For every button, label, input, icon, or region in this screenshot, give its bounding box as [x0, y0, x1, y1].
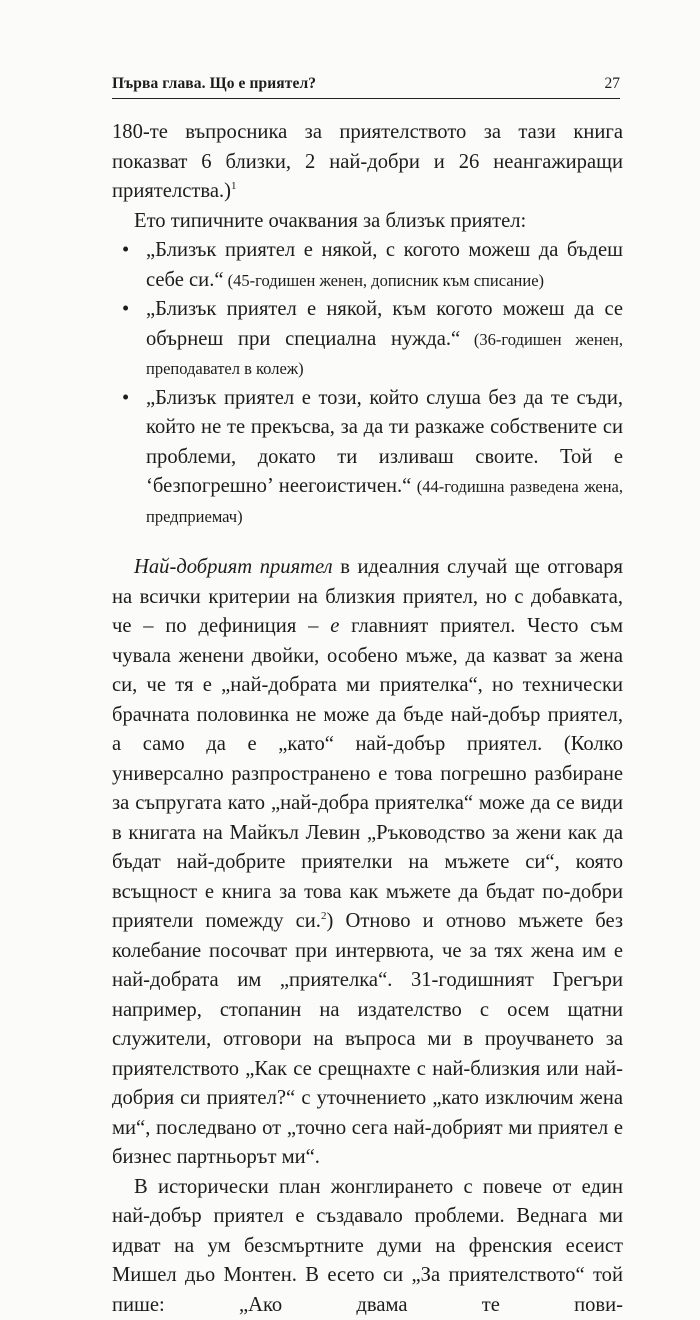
page-number: 27 [605, 75, 621, 93]
paragraph-3-text-c: ) Отново и отново мъжете без колебание посочват при интервюта, че за тях жена им е най-добрата им „приятелка“. 31-годишният Грегъри например, стопанин на издателство с осем щатни служители, отговори на въпроса ми в проучването за приятелството „Как се срещнахте с най-близкия или най-добрия си приятел?“ с уточнението „като изключим жена ми“, последвано от „точно сега най-добрият ми приятел е бизнес партньорът ми“. [112, 910, 623, 1168]
paragraph-4: В исторически план жонглирането с повече от един най-добър приятел е създавало проблеми. Веднага ми идват на ум безсмъртните думи на френския есеист Мишел дьо Монтен. В есето си „За приятелството“ той пише: „Ако двама те пови- [112, 1173, 623, 1320]
paragraph-3 [112, 553, 623, 1173]
emphasis-word: е [330, 615, 339, 637]
paragraph-1 [112, 118, 623, 207]
quote-source: (36-годишен женен, преподавател в колеж) [146, 330, 623, 379]
quote-text: „Близък приятел е този, който слуша без да те съди, който не те прекъсва, за да ти разкаже собствените си проблеми, докато ти изливаш своите. Той е ‘безпогрешно’ неегоистичен.“ [146, 387, 623, 498]
chapter-title: Първа глава. Що е приятел? [112, 75, 316, 93]
quote-text: „Близък приятел е някой, с когото можеш да бъдеш себе си.“ [146, 239, 623, 291]
running-header [112, 72, 620, 99]
quote-list [112, 236, 623, 531]
quote-text: „Близък приятел е някой, към когото можеш да се обърнеш при специална нужда.“ [146, 298, 623, 350]
list-item [112, 384, 623, 532]
paragraph-1-text: 180-те въпросника за приятелството за тази книга показват 6 близки, 2 най-добри и 26 неангажиращи приятелства.) [112, 121, 623, 202]
footnote-ref-1: 1 [231, 180, 237, 192]
list-item [112, 295, 623, 384]
paragraph-3-text-b: главният приятел. Често съм чувала женени двойки, особено мъже, да казват за жена си, че тя е „най-добрата ми приятелка“, но технически брачната половинка не може да бъде най-добър приятел, а само да е „като“ най-добър приятел. (Колко универсално разпространено е това погрешно разбиране за съпругата като „най-добра приятелка“ може да се види в книгата на Майкъл Левин „Ръководство за жени как да бъдат най-добрите приятелки на мъжете си“, която всъщност е книга за това как мъжете да бъдат по-добри приятели помежду си. [112, 615, 623, 932]
emphasis-term: Най-добрият приятел [134, 556, 333, 578]
list-item [112, 236, 623, 295]
paragraph-2: Ето типичните очаквания за близък приятел: [112, 207, 623, 237]
paragraph-3-text-a: в идеалния случай ще отговаря на всички критерии на близкия приятел, но с добавката, че – по дефиниция – [112, 556, 623, 637]
body-text [112, 118, 623, 1320]
quote-source: (44-годишна разведена жена, предприемач) [146, 477, 623, 526]
footnote-ref-2: 2 [321, 910, 327, 922]
quote-source: (45-годишен женен, дописник към списание) [223, 271, 544, 290]
